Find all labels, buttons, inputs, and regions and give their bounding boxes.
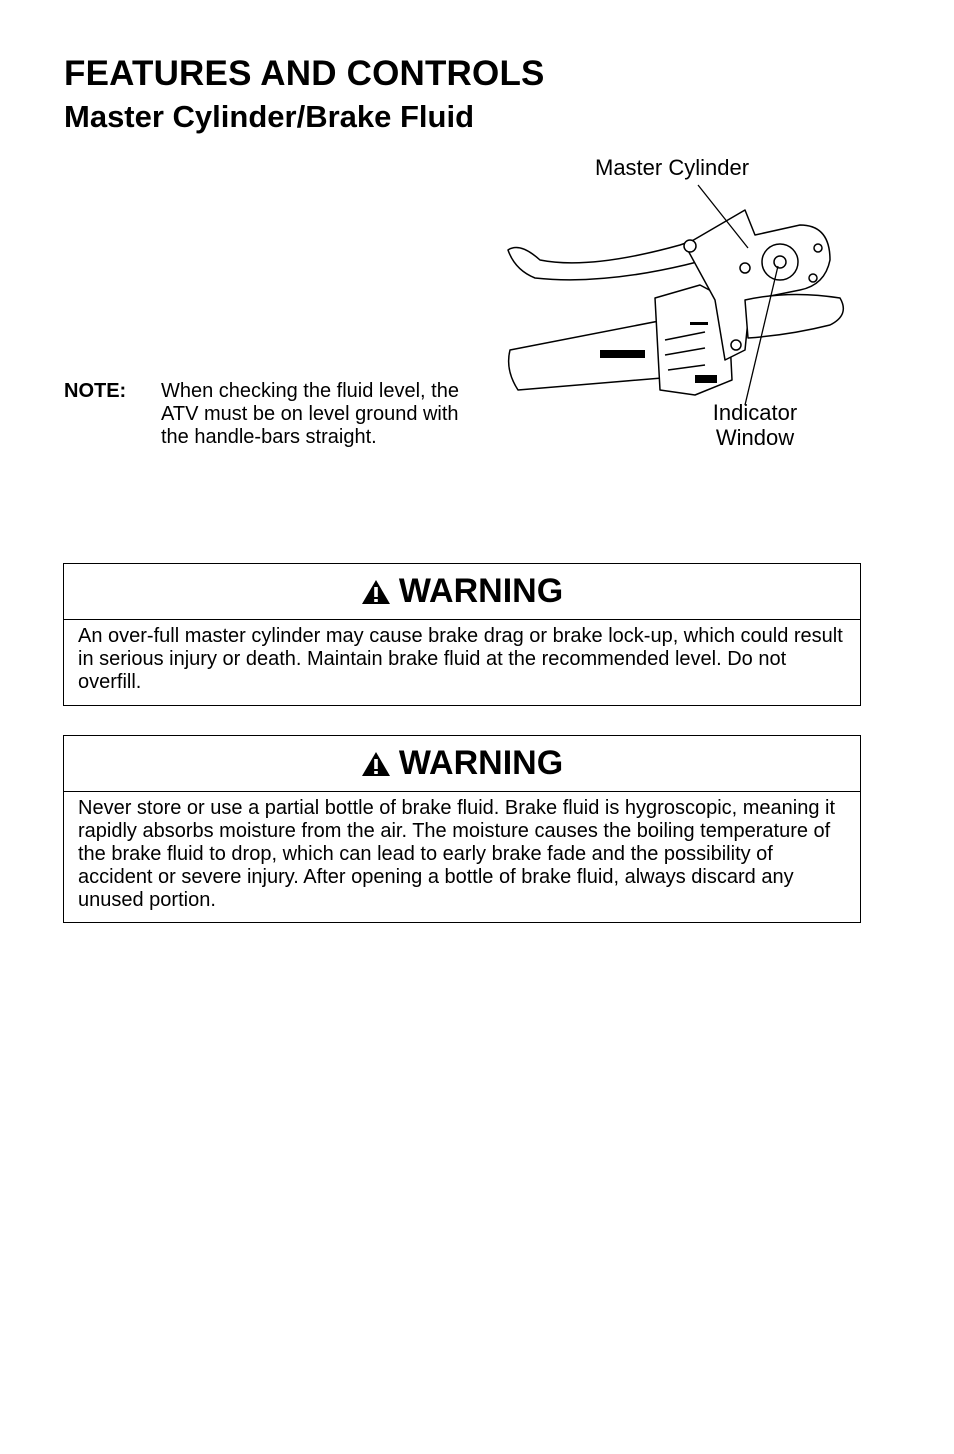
warning-text: An over-full master cylinder may cause brake drag or brake lock-up, which could result in serious injury or death. Maintain brake fluid at the recommended level. Do not overfill. (78, 625, 843, 693)
warning-heading: WARNING (398, 572, 564, 610)
note-label: NOTE: (64, 380, 127, 402)
warning-triangle-icon (361, 751, 391, 777)
warning-triangle-icon (361, 579, 391, 605)
note-text: When checking the fluid level, the ATV must be on level ground with the handle-bars straight. (161, 380, 459, 448)
warning-box (63, 563, 861, 706)
warning-box (63, 735, 861, 923)
section-title: Master Cylinder/Brake Fluid (64, 99, 475, 134)
warning-header (64, 564, 860, 620)
indicator-window-label-line1: Indicator (712, 400, 798, 425)
page-title: FEATURES AND CONTROLS (64, 54, 545, 93)
warning-header (64, 736, 860, 792)
indicator-window-label (695, 400, 815, 450)
master-cylinder-illustration (500, 150, 860, 460)
warning-heading: WARNING (398, 744, 564, 782)
indicator-window-label-line2: Window (715, 425, 795, 450)
warning-text: Never store or use a partial bottle of brake fluid. Brake fluid is hygroscopic, meaning it rapidly absorbs moisture from the air. The moisture causes the boiling temperature of the brake fluid to drop, which can lead to early brake fade and the possibility of accident or severe injury. After opening a bottle of brake fluid, always discard any unused portion. (78, 797, 836, 911)
master-cylinder-label: Master Cylinder (595, 155, 750, 180)
